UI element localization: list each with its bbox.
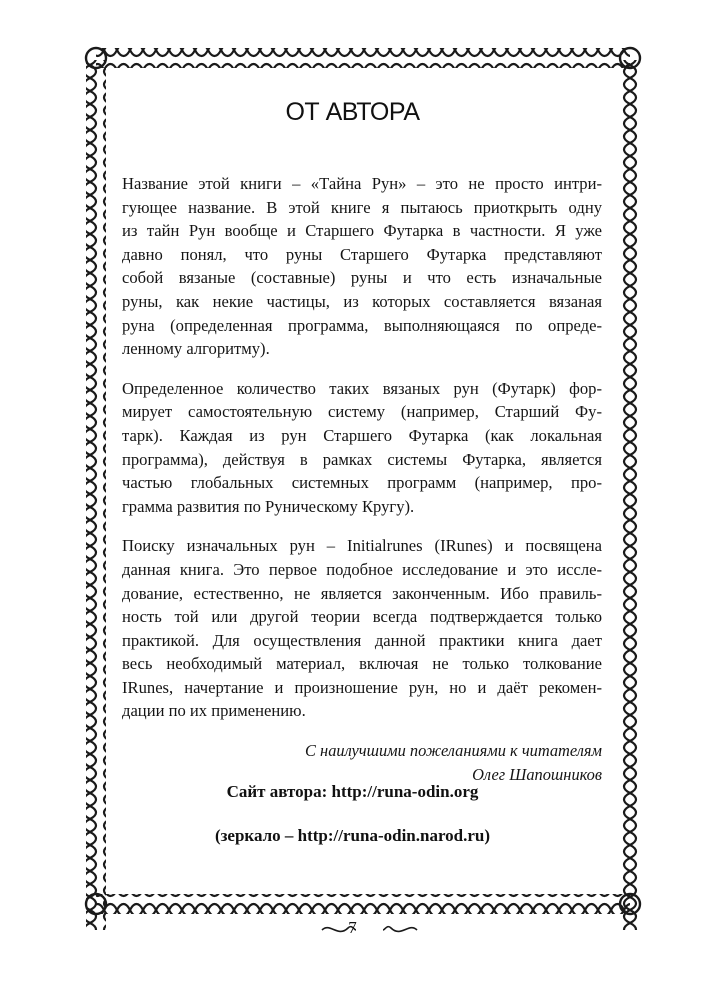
text-line: тарк). Каждая из рун Старшего Футарка (как локальная [122,425,602,445]
signature-wishes: С наилучшими пожеланиями к читателям [305,741,602,761]
text-line: собой вязаные (составные) руны и что есть изначальные [122,268,602,288]
page-title: ОТ АВТОРА [285,98,420,126]
text-line: Поиску изначальных рун – Initialrunes (IRunes) и посвящена [122,536,602,556]
text-line: мирует самостоятельную систему (например, Старший Фу- [122,402,602,422]
text-line: дование, естественно, не является законченным. Ибо правиль- [122,583,602,603]
text-line: данная книга. Это первое подобное исследование и это иссле- [122,559,602,579]
body-text [122,172,602,786]
mirror-site: (зеркало – http://runa-odin.narod.ru) [214,826,491,845]
text-line: весь необходимый материал, включая не только толкование [122,654,602,674]
paragraph-3 [122,534,602,723]
text-line: частью глобальных системных программ (например, про- [122,473,602,493]
paragraph-1 [122,172,602,361]
text-line: руны, как некие частицы, из которых составляется вязаная [122,291,602,311]
text-line: практикой. Для осуществления данной практики книга дает [122,630,602,650]
text-line: гующее название. В этой книге я пытаюсь приоткрыть одну [122,197,602,217]
border-bottom [96,894,630,914]
signature-author: Олег Шапошников [472,764,602,784]
text-line: ленному алгоритму). [122,339,270,359]
text-line: руна (определенная программа, выполняющаяся по опреде- [122,315,602,335]
text-line: Название этой книги – «Тайна Рун» – это не просто интри- [122,174,602,193]
author-site: Сайт автора: http://runa-odin.org [226,782,479,801]
text-line: грамма развития по Руническому Кругу). [122,496,415,516]
text-line: из тайн Рун вообще и Старшего Футарка в частности. Я уже [122,221,602,241]
text-line: программа), действуя в рамках системы Футарка, является [122,449,602,469]
text-line: Определенное количество таких вязаных рун (Футарк) фор- [122,378,602,398]
text-line: дации по их применению. [122,701,306,721]
paragraph-2 [122,377,602,519]
border-top [96,48,630,68]
text-line: давно понял, что руны Старшего Футарка представляют [122,244,602,264]
text-line: IRunes, начертание и произношение рун, но и даёт рекомен- [122,677,602,697]
page-number: 7 [348,918,357,937]
text-line: ность той или другой теории всегда подтверждается только [122,607,602,627]
